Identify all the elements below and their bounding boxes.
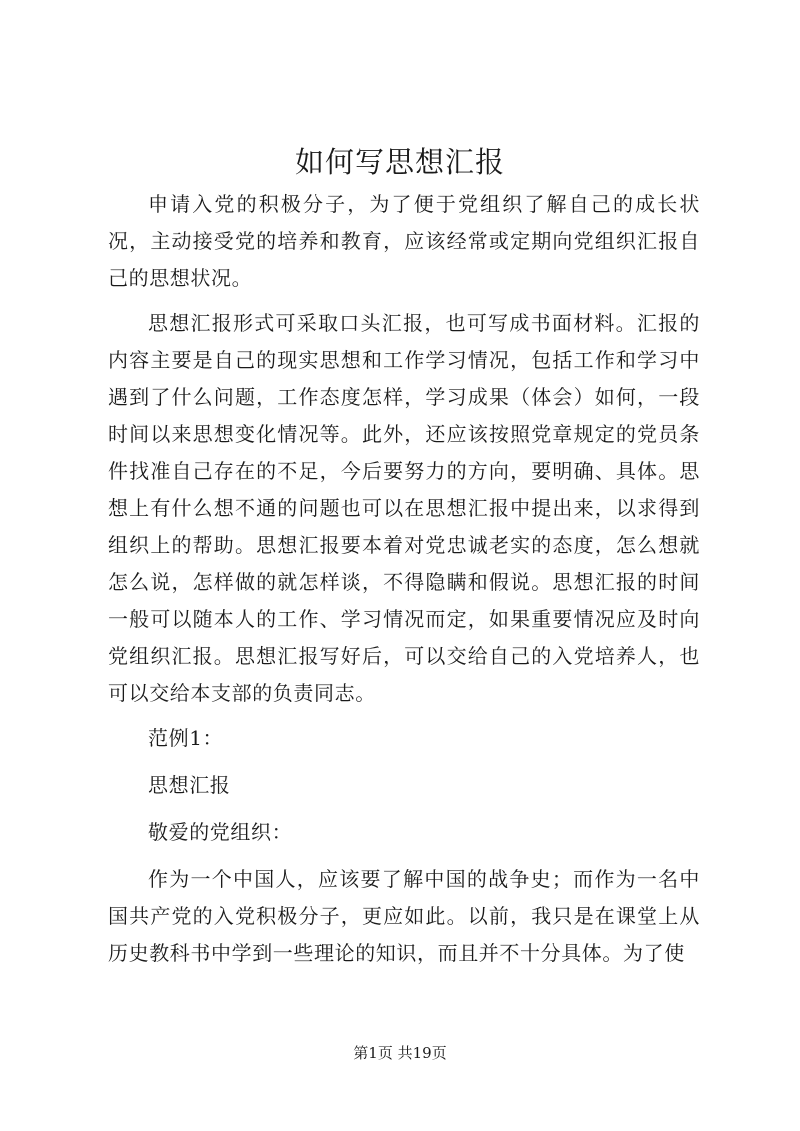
salutation: 敬爱的党组织： [148,820,293,844]
document-title: 如何写思想汇报 [294,145,505,179]
paragraph-intro: 申请入党的积极分子，为了便于党组织了解自己的成长状况，主动接受党的培养和教育，应该经常或定期向党组织汇报自己的思想状况。 [108,192,700,290]
example-heading: 思想汇报 [148,773,231,797]
example-label: 范例1： [148,726,224,750]
document-body [108,186,700,980]
paragraph-format: 思想汇报形式可采取口头汇报，也可写成书面材料。汇报的内容主要是自己的现实思想和工作学习情况，包括工作和学习中遇到了什么问题，工作态度怎样，学习成果（体会）如何，一段时间以来思想变化情况等。此外，还应该按照党章规定的党员条件找准自己存在的不足，今后要努力的方向，要明确、具体。思想上有什么想不通的问题也可以在思想汇报中提出来，以求得到组织上的帮助。思想汇报要本着对党忠诚老实的态度，怎么想就怎么说，怎样做的就怎样谈，不得隐瞒和假说。思想汇报的时间一般可以随本人的工作、学习情况而定，如果重要情况应及时向党组织汇报。思想汇报写好后，可以交给自己的入党培养人，也可以交给本支部的负责同志。 [108,311,700,705]
page-number-footer: 第1页 共19页 [353,1044,447,1062]
paragraph-example-body: 作为一个中国人，应该要了解中国的战争史；而作为一名中国共产党的入党积极分子，更应如此。以前，我只是在课堂上从历史教科书中学到一些理论的知识，而且并不十分具体。为了使 [108,867,700,965]
